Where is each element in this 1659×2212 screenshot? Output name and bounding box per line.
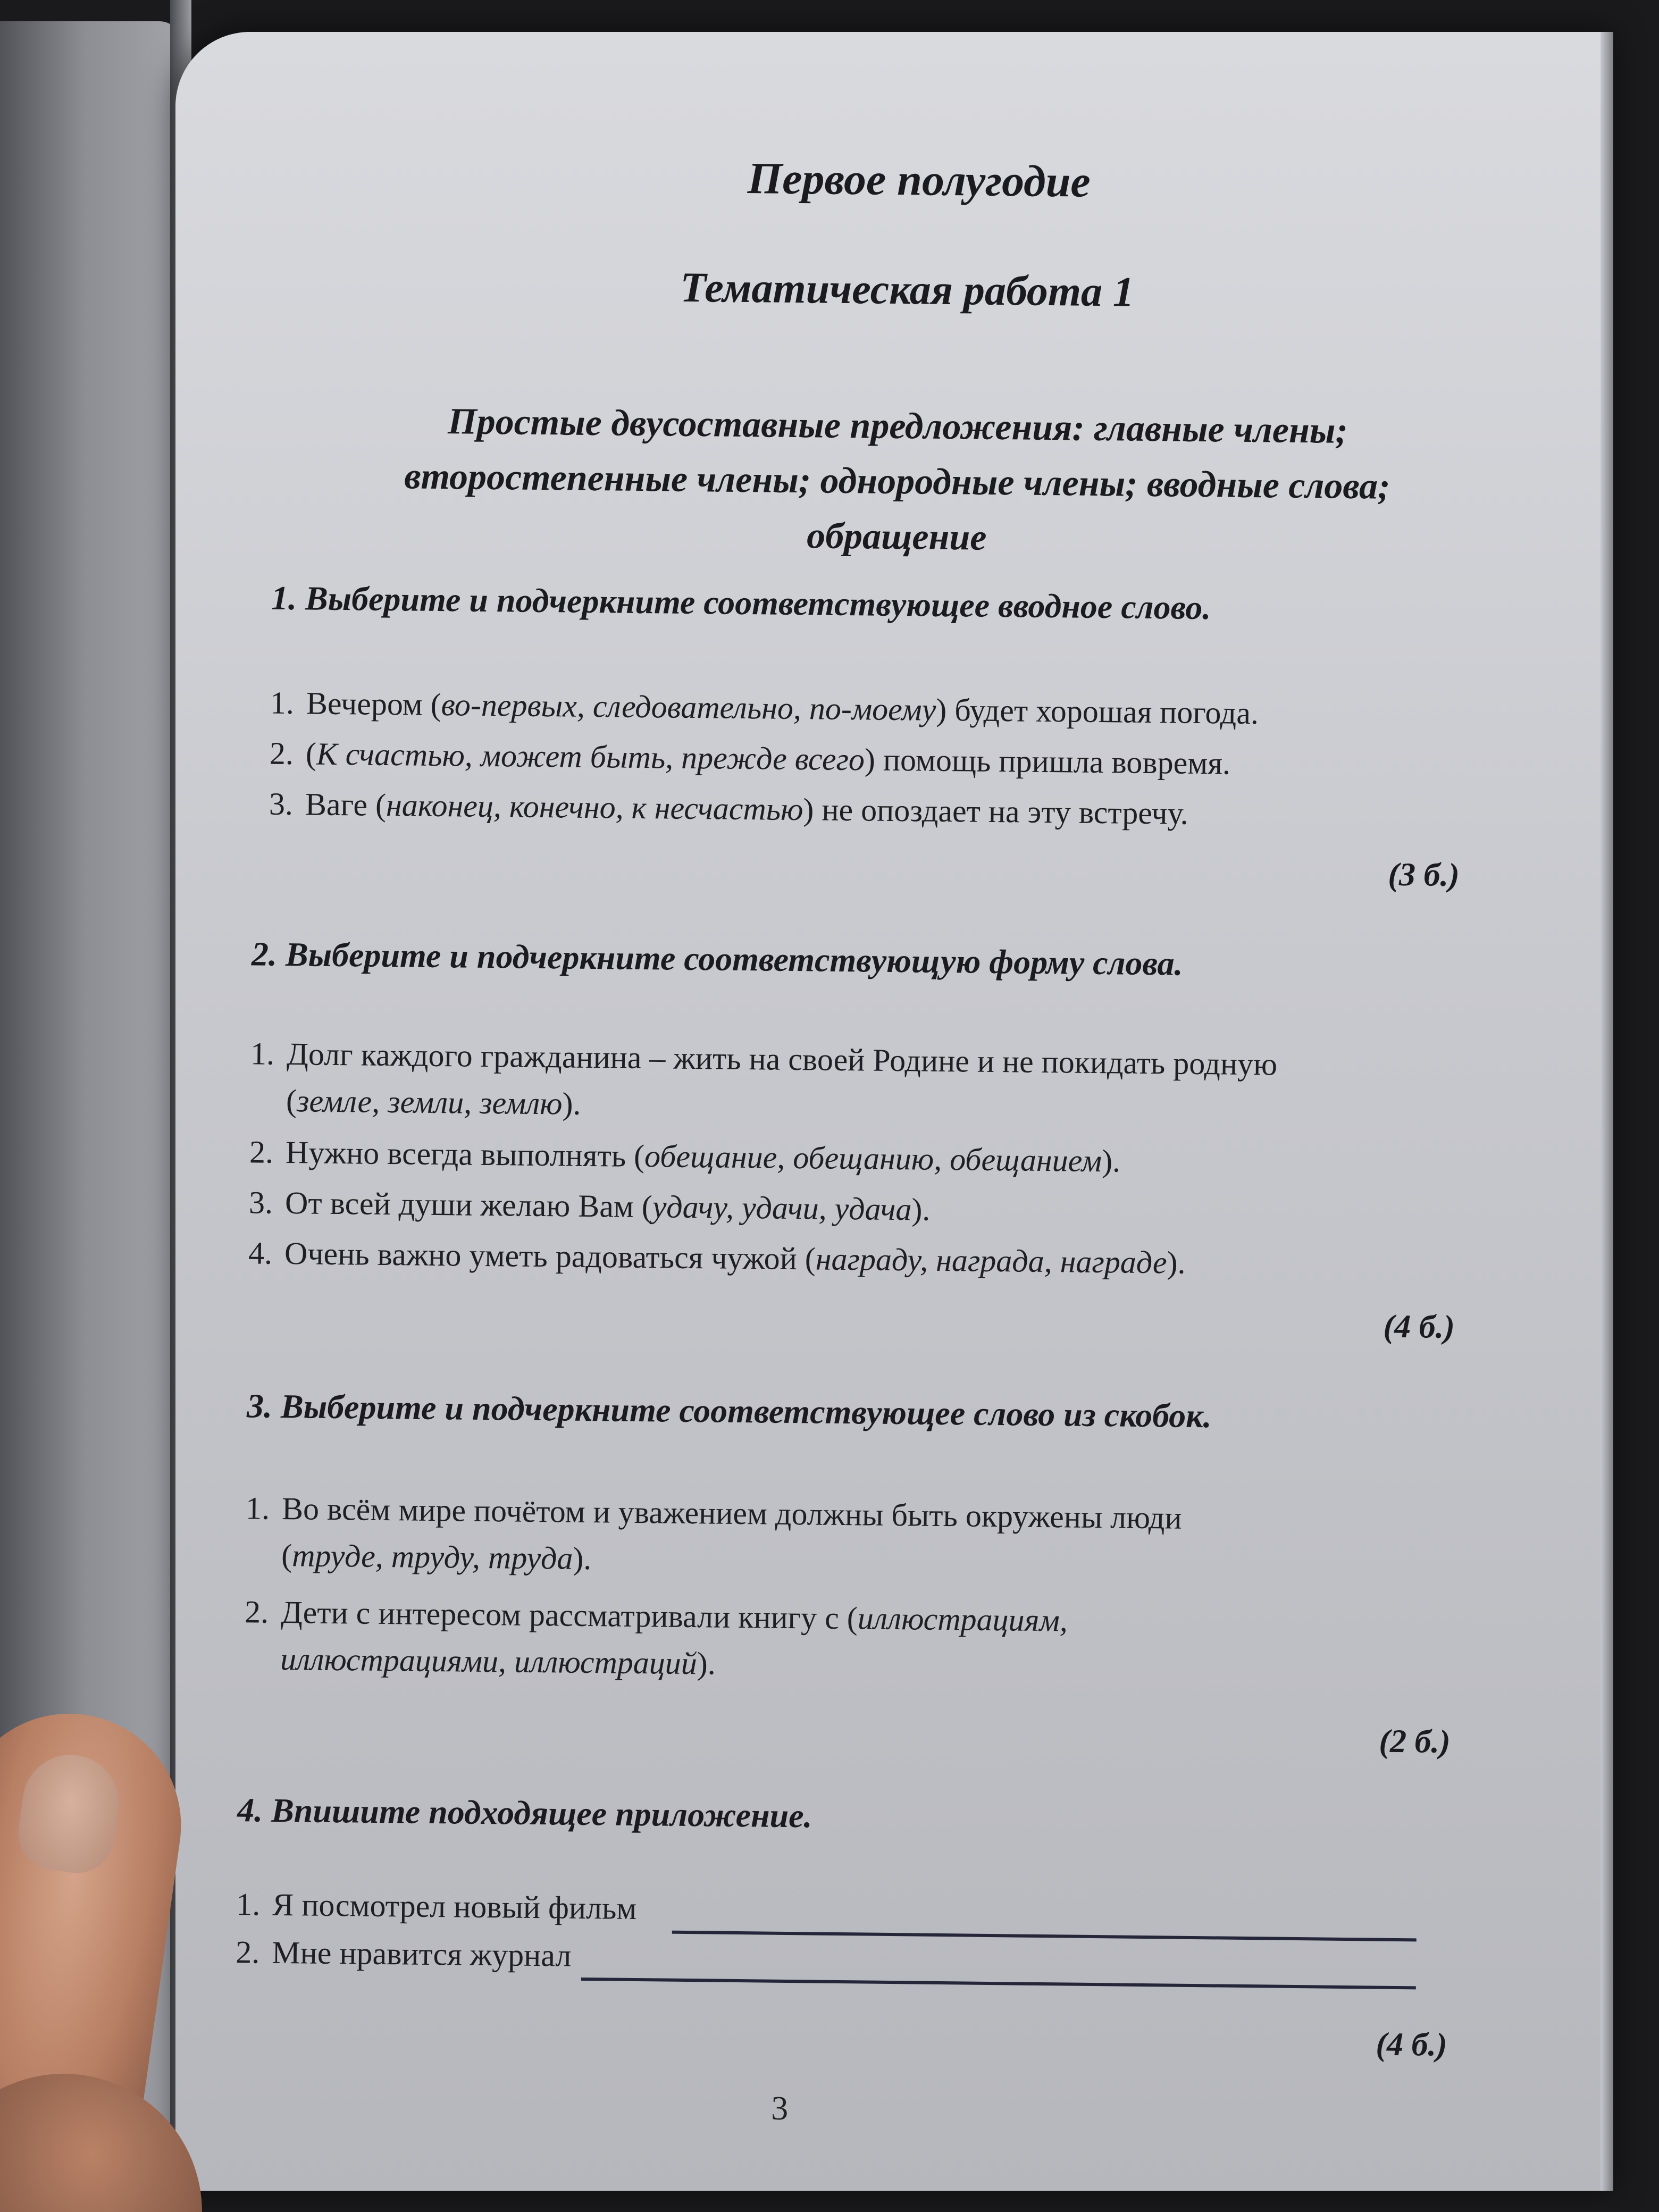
item-text: ). [573,1540,592,1577]
item-text: Ваге ( [305,786,387,823]
item-options[interactable]: во-первых, следовательно, по-моему [441,687,936,727]
item-number: 2. [236,1934,260,1970]
item-text: Мне нравится журнал [272,1934,572,1973]
item-text: Очень важно уметь радоваться чужой ( [284,1236,816,1277]
item-text: ( [305,736,317,772]
item-number: 3. [269,786,294,822]
task-4-score: (4 б.) [1376,2026,1448,2064]
item-number: 2. [244,1594,269,1630]
task-4-title: 4. Впишите подходящее приложение. [237,1791,812,1835]
item-text: ). [697,1646,716,1681]
item-number: 1. [270,685,295,721]
item-options[interactable]: К счастью, может быть, прежде всего [316,736,865,777]
page-edge [1601,32,1613,2191]
item-options[interactable]: труде, труду, труда [291,1538,573,1576]
item-text: ( [281,1537,292,1573]
item-text: Дети с интересом рассматривали книгу с ( [280,1594,858,1636]
item-number: 4. [248,1235,273,1271]
task-3-item-2 [244,1588,1447,1695]
item-number: 1. [245,1490,270,1526]
item-text: Вечером ( [306,685,442,723]
task-1-item-2 [270,730,1472,790]
task-2-item-1 [250,1030,1453,1136]
task-2-item-3 [249,1179,1451,1238]
item-options[interactable]: награду, награда, награде [815,1241,1167,1280]
item-text: Во всём мире почётом и уважением должны быть окружены люди [281,1491,1182,1536]
task-2-item-2 [249,1128,1452,1188]
task-2-score: (4 б.) [1383,1308,1455,1346]
subtitle-line: обращение [806,515,987,558]
item-text: ). [1167,1245,1186,1280]
item-number: 3. [248,1185,273,1220]
item-number: 2. [249,1134,274,1170]
item-text: ( [286,1083,297,1119]
task-3-item-1 [245,1485,1448,1591]
item-text: ) помощь пришла вовремя. [864,742,1231,781]
subtitle-line: второстепенные члены; однородные члены; вводные слова; [404,456,1390,507]
item-number: 2. [269,735,294,772]
item-text: Нужно всегда выполнять ( [285,1135,645,1174]
task-2-item-4 [248,1229,1451,1289]
task-2-title: 2. Выберите и подчеркните соответствующую форму слова. [251,935,1184,983]
item-options[interactable]: земле, земли, землю [296,1083,563,1121]
item-text: ) будет хорошая погода. [935,692,1259,731]
task-1-score: (3 б.) [1388,856,1460,894]
task-3-title: 3. Выберите и подчеркните соответствующее слово из скобок. [246,1387,1212,1435]
item-options[interactable]: иллюстрациям, [857,1601,1068,1638]
item-text: ). [911,1192,931,1227]
work-title: Тематическая работа 1 [680,264,1135,316]
task-1-title: 1. Выберите и подчеркните соответствующее вводное слово. [271,579,1211,627]
item-text: ) не опоздает на эту встречу. [803,792,1189,831]
item-text: Я посмотрел новый фильм [272,1887,637,1926]
item-options[interactable]: иллюстрациями, иллюстраций [280,1641,698,1681]
item-options[interactable]: наконец, конечно, к несчастью [386,787,803,827]
item-number: 1. [250,1036,275,1071]
item-options[interactable]: обещание, обещанию, обещанием [644,1138,1102,1179]
task-3-score: (2 б.) [1379,1723,1451,1761]
item-options[interactable]: удачу, удачи, удача [652,1189,912,1227]
item-text: ). [1101,1143,1121,1179]
item-text: От всей души желаю Вам ( [284,1185,653,1225]
workbook-page [175,32,1611,2191]
page-title: Первое полугодие [747,154,1091,207]
page-number: 3 [770,2089,789,2127]
item-number: 1. [236,1887,261,1922]
subtitle-line: Простые двусоставные предложения: главные члены; [447,401,1348,451]
topic-subtitle [277,392,1518,571]
task-1-item-3 [269,781,1471,840]
task-1-item-1 [270,680,1472,739]
item-text: Долг каждого гражданина – жить на своей Родине и не покидать родную [286,1036,1278,1082]
page-content [175,32,1611,2191]
item-text: ). [562,1086,581,1121]
